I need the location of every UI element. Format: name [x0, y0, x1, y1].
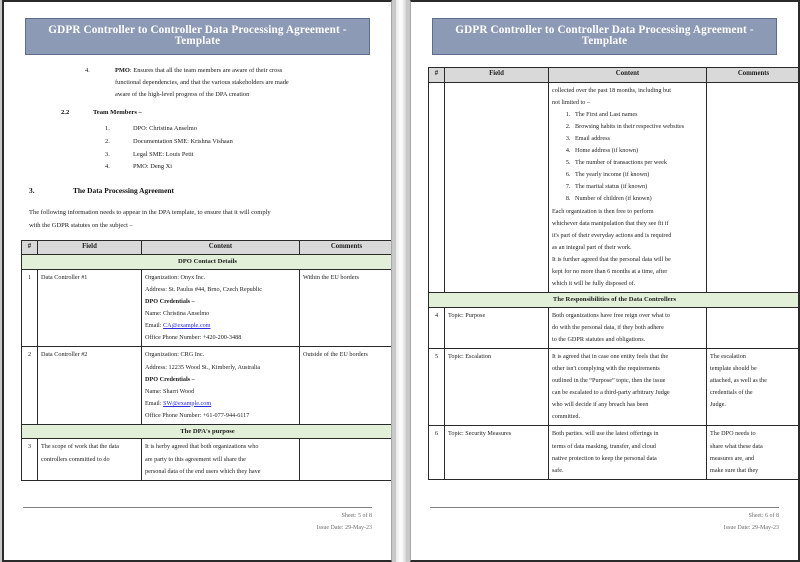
row-field: Topic: Escalation — [445, 348, 549, 426]
team-member-2 — [21, 136, 374, 148]
footer-rule — [23, 507, 372, 508]
row-comments — [707, 82, 800, 293]
comment-line-4: credentials of the — [710, 389, 753, 397]
comment-line-2: share what these data — [710, 442, 763, 450]
row-content — [142, 439, 300, 480]
header-num: # — [429, 68, 445, 82]
organization-line: Organization: CRG Inc. — [145, 351, 205, 359]
data-category-list — [564, 109, 703, 206]
content-after-line-6: kept for no more than 6 months at a time, after — [552, 267, 668, 275]
row-number: 3 — [22, 439, 38, 480]
email-label: Email: — [145, 322, 164, 330]
content-line-2: do with the personal data, if they both adhere — [552, 323, 664, 331]
row-comments: Within the EU borders — [300, 269, 393, 347]
header-field: Field — [38, 241, 142, 255]
content-intro-line-1: collected over the past 18 months, including but — [552, 86, 671, 94]
footer-issue-date: Issue Date: 29-May-23 — [723, 524, 779, 531]
section-band-responsibilities — [429, 293, 800, 307]
comment-line-4: make sure that they — [710, 466, 759, 474]
row-content — [142, 269, 300, 347]
table-row — [22, 269, 393, 347]
section-band-label: The Responsibilities of the Data Controllers — [429, 293, 800, 307]
section-band-label: The DPA's purpose — [22, 425, 393, 439]
section-band-dpo-contact — [22, 255, 393, 269]
section-band-label: DPO Contact Details — [22, 255, 393, 269]
numbered-item-4-text — [115, 65, 374, 101]
row-comments — [707, 426, 800, 479]
team-member-3 — [21, 149, 374, 161]
intro-paragraph — [21, 206, 374, 232]
list-marker: 3. — [105, 150, 110, 158]
page-footer-left — [13, 507, 382, 534]
list-item: 1. The First and Last names — [572, 109, 703, 121]
intro-line-2: with the GDPR statutes on the subject – — [29, 222, 133, 230]
email-link[interactable]: SW@example.com — [163, 399, 212, 407]
content-after-line-7: which it will be fully disposed of. — [552, 280, 636, 288]
page-6 — [410, 0, 800, 562]
list-item: 8. Number of children (if known) — [572, 193, 703, 205]
pmo-label: PMO — [115, 67, 130, 75]
table-row — [429, 82, 800, 293]
comment-line-5: Judge. — [710, 401, 726, 409]
table-row — [429, 348, 800, 426]
content-line-1: It is agreed that in case one entity feels that the — [552, 352, 669, 360]
page-gutter — [396, 0, 406, 562]
team-member-4-text: PMO: Deng Xi — [133, 163, 173, 171]
row-field: Topic: Security Measures — [445, 426, 549, 479]
row-number: 1 — [22, 269, 38, 347]
comment-line-3: attached, as well as the — [710, 377, 767, 385]
list-item: 3. Email address — [572, 133, 703, 145]
row-number — [429, 82, 445, 293]
credentials-heading: DPO Credentials – — [145, 298, 195, 306]
list-marker: 1. — [105, 124, 110, 132]
list-marker: 2. — [105, 137, 110, 145]
team-member-4 — [21, 161, 374, 173]
dpo-email-line — [145, 320, 296, 332]
content-after-line-3: it's part of their everyday actions and is required — [552, 231, 672, 239]
numbered-item-4 — [21, 65, 374, 101]
table-row — [429, 307, 800, 348]
page-footer-right — [420, 507, 789, 534]
subsection-number: 2.2 — [61, 108, 70, 116]
footer-sheet: Sheet: 6 of 8 — [748, 513, 779, 520]
row-number: 5 — [429, 348, 445, 426]
comment-line-2: template should be — [710, 364, 757, 372]
content-line-1: Both parties. will use the latest offerings in — [552, 430, 659, 438]
content-line-6: committed. — [552, 413, 581, 421]
dpo-name-line: Name: Christina Anselmo — [145, 310, 210, 318]
comment-line-1: The DPO needs to — [710, 430, 756, 438]
content-after-line-4: as an integral part of their work. — [552, 243, 632, 251]
content-line-4: can be escalated to a third-party arbitrary Judge — [552, 389, 670, 397]
pmo-line3: aware of the high-level progress of the DPA creation — [115, 91, 250, 99]
content-after-line-2: whichever data manipulation that they see fit if — [552, 219, 669, 227]
page-5 — [2, 0, 392, 562]
table-row — [22, 439, 393, 480]
section-number: 3. — [29, 186, 35, 196]
list-item: 7. The marital status (if known) — [572, 181, 703, 193]
header-content: Content — [549, 68, 707, 82]
list-item: 6. The yearly income (if known) — [572, 169, 703, 181]
team-member-2-text: Documentation SME: Krishna Vishaan — [133, 137, 233, 145]
row-content — [549, 426, 707, 479]
row-number: 2 — [22, 347, 38, 425]
table-row — [22, 347, 393, 425]
row-field — [445, 82, 549, 293]
content-line-2: other isn't complying with the requirements — [552, 364, 660, 372]
row-number: 4 — [429, 307, 445, 348]
row-content — [549, 82, 707, 293]
row-content — [549, 307, 707, 348]
table-row — [429, 426, 800, 479]
credentials-heading: DPO Credentials – — [145, 375, 195, 383]
content-intro-line-2: not limited to – — [552, 98, 590, 106]
content-line-3: native protection to keep the personal data — [552, 454, 657, 462]
team-member-1 — [21, 123, 374, 135]
dpo-phone-line: Office Phone Number: +420-200-3488 — [145, 334, 242, 342]
dpa-table-right — [428, 67, 800, 479]
row-field: Topic: Purpose — [445, 307, 549, 348]
content-line-4: safe. — [552, 466, 564, 474]
content-line-3: outlined in the “Purpose” topic, then the issue — [552, 377, 666, 385]
list-item: 4. Home address (if known) — [572, 145, 703, 157]
content-after-line-1: Each organization is then free to perform — [552, 207, 654, 215]
footer-sheet: Sheet: 5 of 8 — [341, 513, 372, 520]
dpo-name-line: Name: Sharri Wood — [145, 387, 195, 395]
row-number: 6 — [429, 426, 445, 479]
dpo-phone-line: Office Phone Number: +61-077-944-6117 — [145, 411, 250, 419]
row-field: Data Controller #2 — [38, 347, 142, 425]
comment-line-1: The escalation — [710, 352, 746, 360]
header-content: Content — [142, 241, 300, 255]
field-line-1: The scope of work that the data — [41, 443, 120, 451]
content-line-1: It is herby agreed that both organizations who — [145, 443, 259, 451]
row-content — [549, 348, 707, 426]
row-content — [142, 347, 300, 425]
header-field: Field — [445, 68, 549, 82]
team-member-3-text: Legal SME: Louis Petit — [133, 150, 194, 158]
row-comments — [707, 307, 800, 348]
document-banner-left: GDPR Controller to Controller Data Processing Agreement - Template — [25, 18, 370, 55]
table-header-row — [429, 68, 800, 82]
content-after-line-5: It is further agreed that the personal data will be — [552, 255, 671, 263]
email-label: Email: — [145, 399, 164, 407]
row-field — [38, 439, 142, 480]
row-field: Data Controller #1 — [38, 269, 142, 347]
field-line-2: controllers committed to do — [41, 455, 110, 463]
content-line-3: personal data of the end users which they have — [145, 467, 261, 475]
organization-line: Organization: Onyx Inc. — [145, 273, 206, 281]
pmo-line2: functional dependencies, and that the various stakeholders are made — [115, 79, 289, 87]
list-marker: 4. — [105, 163, 110, 171]
row-comments — [707, 348, 800, 426]
list-item: 2. Browsing habits in their respective websites — [572, 121, 703, 133]
section-heading-3 — [21, 186, 374, 195]
left-body-text — [13, 65, 382, 480]
email-link[interactable]: CA@example.com — [163, 322, 211, 330]
list-item: 5. The number of transactions per week — [572, 157, 703, 169]
team-member-1-text: DPO: Christina Anselmo — [133, 124, 197, 132]
row-comments: Outside of the EU borders — [300, 347, 393, 425]
address-line: Address: 12235 Wood St., Kimberly, Australia — [145, 363, 261, 371]
comment-line-3: measures are, and — [710, 454, 755, 462]
document-banner-right: GDPR Controller to Controller Data Processing Agreement - Template — [432, 18, 777, 55]
right-body-text — [420, 67, 789, 479]
list-marker: 4. — [85, 67, 90, 75]
section-title: The Data Processing Agreement — [73, 186, 174, 196]
content-line-1: Both organizations have free reign over what to — [552, 311, 670, 319]
row-comments — [300, 439, 393, 480]
content-line-2: terms of data masking, transfer, and cloud — [552, 442, 656, 450]
content-line-5: who will decide if any breach has been — [552, 401, 649, 409]
header-comments: Comments — [707, 68, 800, 82]
content-line-2: are party to this agreement will share the — [145, 455, 246, 463]
footer-issue-date: Issue Date: 29-May-23 — [316, 524, 372, 531]
pmo-line1: : Ensures that all the team members are aware of their cross — [129, 67, 283, 75]
header-comments: Comments — [300, 241, 393, 255]
header-num: # — [22, 241, 38, 255]
dpa-table-left — [21, 240, 392, 480]
content-line-3: to the GDPR statutes and obligations. — [552, 335, 646, 343]
footer-rule — [430, 507, 779, 508]
section-band-dpa-purpose — [22, 425, 393, 439]
table-header-row — [22, 241, 393, 255]
dpo-email-line — [145, 398, 296, 410]
subsection-title: Team Members – — [93, 108, 142, 116]
address-line: Address: St. Paulus #44, Brno, Czech Republic — [145, 285, 263, 293]
intro-line-1: The following information needs to appear in the DPA template, to ensure that it will comply — [29, 209, 271, 217]
subsection-team-members — [21, 109, 374, 116]
